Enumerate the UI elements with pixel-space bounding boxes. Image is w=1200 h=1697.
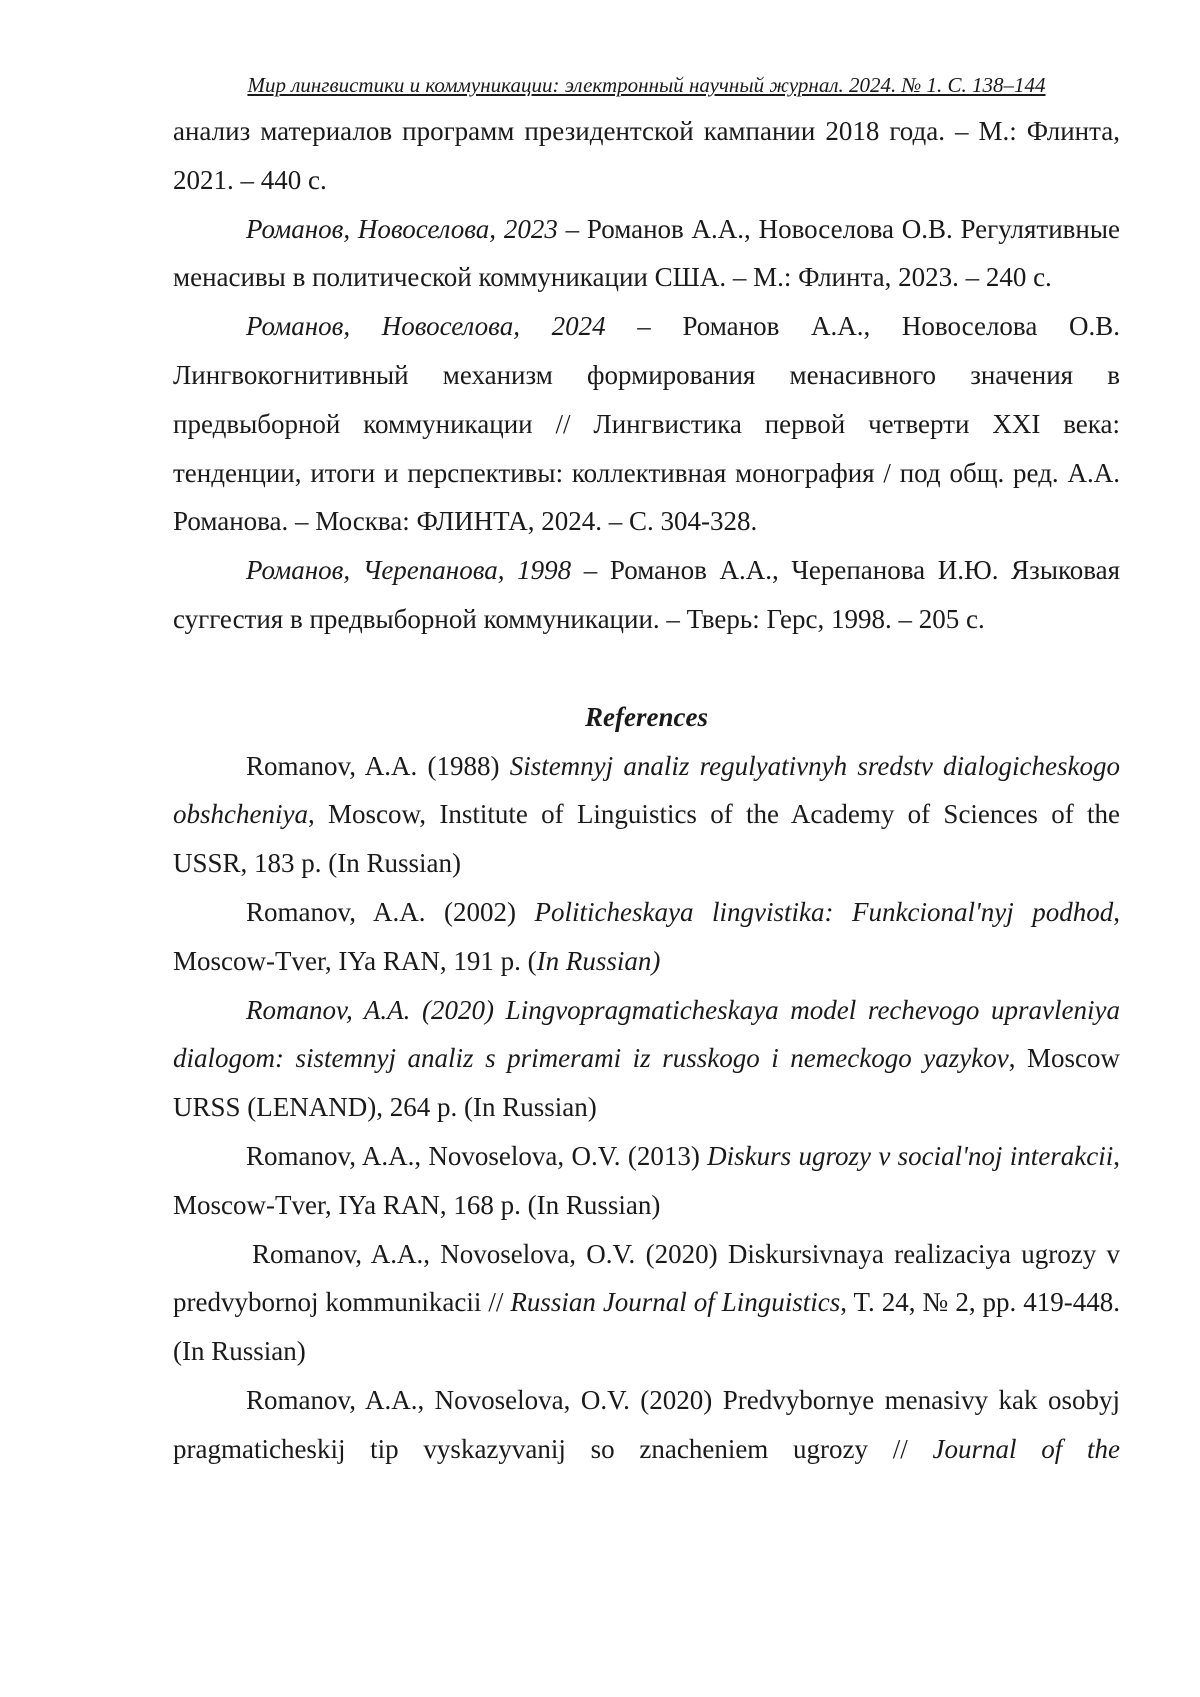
ref-ru-romanov-cherepanova-1998 <box>173 546 1120 644</box>
ref-key: Романов, Черепанова, 1998 <box>246 555 572 586</box>
ref-ru-romanov-novoselova-2023 <box>173 205 1120 303</box>
ref-en-romanov-novoselova-2020b <box>173 1376 1120 1474</box>
ref-text: – Романов А.А., Новоселова О.В. Лингвокогнитивный механизм формирования менасивного значения в предвыборной коммуникации // Лингвистика первой четверти XXI века: тенденции, итоги и перспективы: коллективная монография / под общ. ред. А.А. Романова. – Москва: ФЛИНТА, 2024. – С. 304-328. <box>173 311 1120 537</box>
ref-tail: , Moscow-Tver, IYa RAN, 191 p. ( <box>173 896 1120 976</box>
ref-tail: , Moscow, Institute of Linguistics of the Academy of Sciences of the USSR, 183 p. (In Russian) <box>173 799 1120 879</box>
ref-text: анализ материалов программ президентской кампании 2018 года. – М.: Флинта, 2021. – 440 с. <box>173 116 1120 195</box>
section-spacer <box>173 644 1120 693</box>
page-body <box>173 107 1120 1474</box>
ref-en-romanov-2020 <box>173 986 1120 1132</box>
ref-ru-continuation <box>173 107 1120 205</box>
ref-title: Russian Journal of Linguistics <box>510 1287 841 1318</box>
ref-lead: Romanov, A.A., Novoselova, O.V. (2020) Diskursivnaya realizaciya ugrozy v predvybornoj kommunikacii // <box>173 1238 1120 1318</box>
ref-lead: Romanov, A.A., Novoselova, O.V. (2013) <box>246 1140 708 1171</box>
ref-text: – Романов А.А., Новоселова О.В. Регулятивные менасивы в политической коммуникации США. – М.: Флинта, 2023. – 240 с. <box>173 213 1121 293</box>
ref-en-romanov-novoselova-2013 <box>173 1132 1120 1230</box>
ref-en-romanov-2002 <box>173 888 1120 986</box>
ref-en-romanov-1988 <box>173 742 1120 888</box>
ref-lead: Romanov, A.A. (2002) <box>246 896 535 927</box>
ref-ru-romanov-novoselova-2024 <box>173 302 1120 546</box>
ref-en-romanov-novoselova-2020a <box>173 1230 1120 1376</box>
ref-text: – Романов А.А., Черепанова И.Ю. Языковая суггестия в предвыборной коммуникации. – Тверь: Герс, 1998. – 205 с. <box>173 555 1120 634</box>
ref-key: Романов, Новоселова, 2024 <box>246 311 606 342</box>
ref-lead: Romanov, A.A. (1988) <box>246 750 510 781</box>
ref-tail-italic: In Russian) <box>536 945 661 976</box>
ref-tail: , Moscow-Tver, IYa RAN, 168 p. (In Russian) <box>173 1140 1120 1220</box>
references-heading: References <box>585 701 708 732</box>
ref-tail: , T. 24, № 2, pp. 419-448. (In Russian) <box>173 1287 1120 1367</box>
ref-key: Романов, Новоселова, 2023 <box>246 213 558 244</box>
ref-lead: Romanov, A.A., Novoselova, O.V. (2020) Predvybornye menasivy kak osobyj pragmaticheskij tip vyskazyvanij so znacheniem ugrozy // <box>173 1384 1120 1464</box>
ref-title: Diskurs ugrozy v social'noj interakcii <box>707 1140 1114 1171</box>
ref-title: Romanov, A.A. (2020) Lingvopragmaticheskaya model rechevogo upravleniya dialogom: sistemnyj analiz s primerami iz russkogo i nemeckogo yazykov <box>173 994 1120 1074</box>
running-header: Мир лингвистики и коммуникации: электронный научный журнал. 2024. № 1. С. 138–144 <box>247 73 1046 97</box>
ref-title: Politicheskaya lingvistika: Funkcional'nyj podhod <box>534 896 1114 927</box>
ref-tail: , Moscow URSS (LENAND), 264 p. (In Russian) <box>173 1043 1121 1123</box>
ref-title: Journal of the <box>932 1433 1120 1464</box>
ref-title: Sistemnyj analiz regulyativnyh sredstv dialogicheskogo obshcheniya <box>173 750 1121 830</box>
